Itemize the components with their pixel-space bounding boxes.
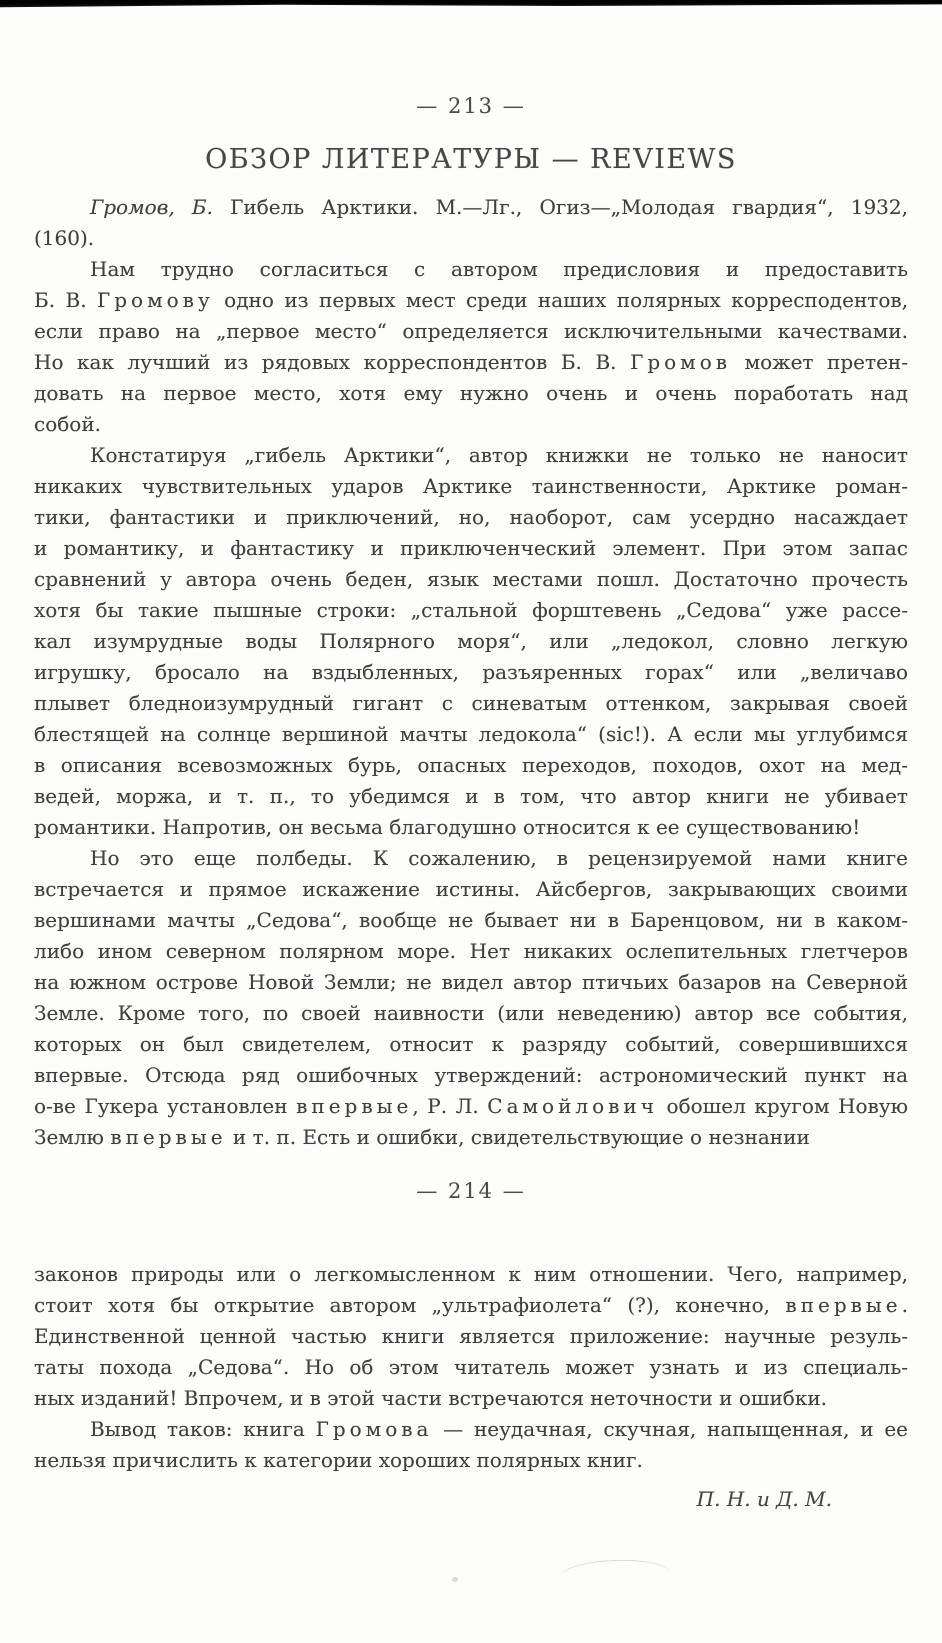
- body-text: о-ве Гукера установлен: [34, 1094, 297, 1118]
- body-text: (160).: [34, 226, 95, 250]
- body-text: игрушку, бросало на вздыбленных, разъяренных горах“ или „величаво: [34, 660, 908, 684]
- letterspaced-text: Самойлович: [487, 1094, 658, 1118]
- text-line: [34, 1029, 908, 1060]
- text-line: [34, 347, 908, 378]
- scan-artifact-squiggle: [560, 1558, 670, 1577]
- body-text: вершинами мачты „Седова“, вообще не бывает ни в Баренцовом, ни в каком-: [34, 908, 908, 932]
- body-text: таты похода „Седова“. Но об этом читатель может узнать и из специаль-: [34, 1355, 908, 1379]
- text-line: [34, 316, 908, 347]
- body-text: одно из первых мест среди наших полярных корресподентов,: [213, 288, 908, 312]
- body-text: довать на первое место, хотя ему нужно очень и очень поработать над: [34, 381, 908, 405]
- italic-text: Громов, Б.: [90, 195, 213, 219]
- body-text: блестящей на солнце вершиной мачты ледокола“ (sic!). А если мы углубимся: [34, 722, 908, 746]
- text-line: [34, 1321, 908, 1352]
- paragraph: [34, 1414, 908, 1476]
- paragraph: [34, 192, 908, 254]
- text-line: [34, 657, 908, 688]
- text-line: [34, 626, 908, 657]
- text-line: [34, 750, 908, 781]
- body-text: Но как лучший из рядовых корреспондентов Б. В.: [34, 350, 631, 374]
- body-text: никаких чувствительных ударов Арктике таинственности, Арктике роман-: [34, 474, 908, 498]
- text-line: [34, 564, 908, 595]
- text-line: [34, 719, 908, 750]
- body-text: нельзя причислить к категории хороших полярных книг.: [34, 1448, 643, 1472]
- body-text: — неудачная, скучная, напыщенная, и ее: [432, 1417, 908, 1441]
- section-title: ОБЗОР ЛИТЕРАТУРЫ — REVIEWS: [205, 144, 737, 175]
- body-text: Вывод таков: книга: [90, 1417, 316, 1441]
- text-line: [34, 1414, 908, 1445]
- body-text: Землю: [34, 1125, 111, 1149]
- body-text: тики, фантастики и приключений, но, наоборот, сам усердно насаждает: [34, 505, 908, 529]
- body-text: Нам трудно согласиться с автором предисловия и предоставить: [90, 257, 908, 281]
- paragraph: [34, 1259, 908, 1414]
- text-line: [34, 1383, 908, 1414]
- body-text: Констатируя „гибель Арктики“, автор книжки не только не наносит: [90, 443, 908, 467]
- text-line: [34, 1290, 908, 1321]
- text-line: [34, 1122, 908, 1153]
- text-line: [34, 378, 908, 409]
- page-number-214: — 214 —: [416, 1179, 526, 1203]
- body-text: Гибель Арктики. М.—Лг., Огиз—„Молодая гвардия“, 1932,: [212, 195, 908, 219]
- text-line: [34, 998, 908, 1029]
- body-text: ведей, моржа, и т. п., то убедимся и в том, что автор книги не убивает: [34, 784, 908, 808]
- text-line: [34, 595, 908, 626]
- text-line: [34, 533, 908, 564]
- letterspaced-text: Громову: [97, 288, 214, 312]
- body-text: сравнений у автора очень беден, язык местами пошл. Достаточно прочесть: [34, 567, 908, 591]
- text-line: [34, 905, 908, 936]
- text-line: [34, 409, 908, 440]
- body-text: хотя бы такие пышные строки: „стальной форштевень „Седова“ уже рассе-: [34, 598, 908, 622]
- review-text-page-213: [34, 192, 908, 1153]
- text-line: [34, 1060, 908, 1091]
- letterspaced-text: впервые: [296, 1094, 413, 1118]
- text-line: [34, 936, 908, 967]
- letterspaced-text: впервые: [110, 1125, 227, 1149]
- body-text: которых он был свидетелем, относит к разряду событий, совершившихся: [34, 1032, 908, 1056]
- body-text: ных изданий! Впрочем, и в этой части встречаются неточности и ошибки.: [34, 1386, 828, 1410]
- body-text: законов природы или о легкомысленном к ним отношении. Чего, например,: [34, 1262, 908, 1286]
- body-text: Но это еще полбеды. К сожалению, в рецензируемой нами книге: [90, 846, 908, 870]
- text-line: [34, 254, 908, 285]
- paragraph: [34, 440, 908, 843]
- body-text: в описания всевозможных бурь, опасных переходов, походов, охот на мед-: [34, 753, 908, 777]
- body-text: плывет бледноизумрудный гигант с синеватым оттенком, закрывая своей: [34, 691, 908, 715]
- body-text: собой.: [34, 412, 102, 436]
- review-text-page-214: [34, 1259, 908, 1476]
- body-text: стоит хотя бы открытие автором „ультрафиолета“ (?), конечно,: [34, 1293, 786, 1317]
- body-text: кал изумрудные воды Полярного моря“, или „ледокол, словно легкую: [34, 629, 908, 653]
- text-line: [34, 223, 908, 254]
- text-line: [34, 781, 908, 812]
- text-line: [34, 440, 908, 471]
- text-line: [34, 843, 908, 874]
- body-text: и т. п. Есть и ошибки, свидетельствующие о незнании: [226, 1125, 810, 1149]
- text-line: [34, 688, 908, 719]
- body-text: впервые. Отсюда ряд ошибочных утверждений: астрономический пункт на: [34, 1063, 908, 1087]
- letterspaced-text: впервые: [785, 1293, 902, 1317]
- letterspaced-text: Громов: [630, 350, 732, 374]
- text-line: [34, 812, 908, 843]
- text-line: [34, 874, 908, 905]
- page-content: [34, 0, 908, 1511]
- paragraph: [34, 843, 908, 1153]
- text-line: [34, 1259, 908, 1290]
- body-text: Единственной ценной частью книги является приложение: научные резуль-: [34, 1324, 908, 1348]
- body-text: обошел кругом Новую: [657, 1094, 908, 1118]
- body-text: на южном острове Новой Земли; не видел автор птичьих базаров на Северной: [34, 970, 908, 994]
- page-number-213: — 213 —: [416, 94, 526, 118]
- paragraph: [34, 254, 908, 440]
- text-line: [34, 1445, 908, 1476]
- letterspaced-text: Громова: [315, 1417, 433, 1441]
- body-text: Б. В.: [34, 288, 97, 312]
- text-line: [34, 192, 908, 223]
- body-text: Земле. Кроме того, по своей наивности (или неведению) автор все события,: [34, 1001, 908, 1025]
- text-line: [34, 967, 908, 998]
- text-line: [34, 285, 908, 316]
- reviewer-initials: П. Н. и Д. М.: [696, 1487, 832, 1511]
- text-line: [34, 1352, 908, 1383]
- scan-speck: [452, 1577, 458, 1582]
- body-text: может претен-: [731, 350, 908, 374]
- text-line: [34, 471, 908, 502]
- text-line: [34, 502, 908, 533]
- body-text: , Р. Л.: [412, 1094, 488, 1118]
- body-text: романтики. Напротив, он весьма благодушно относится к ее существованию!: [34, 815, 861, 839]
- body-text: и романтику, и фантастику и приключенческий элемент. При этом запас: [34, 536, 908, 560]
- body-text: либо ином северном полярном море. Нет никаких ослепительных глетчеров: [34, 939, 908, 963]
- text-line: [34, 1091, 908, 1122]
- body-text: .: [901, 1293, 908, 1317]
- body-text: встречается и прямое искажение истины. Айсбергов, закрывающих своими: [34, 877, 908, 901]
- body-text: если право на „первое место“ определяется исключительными качествами.: [34, 319, 908, 343]
